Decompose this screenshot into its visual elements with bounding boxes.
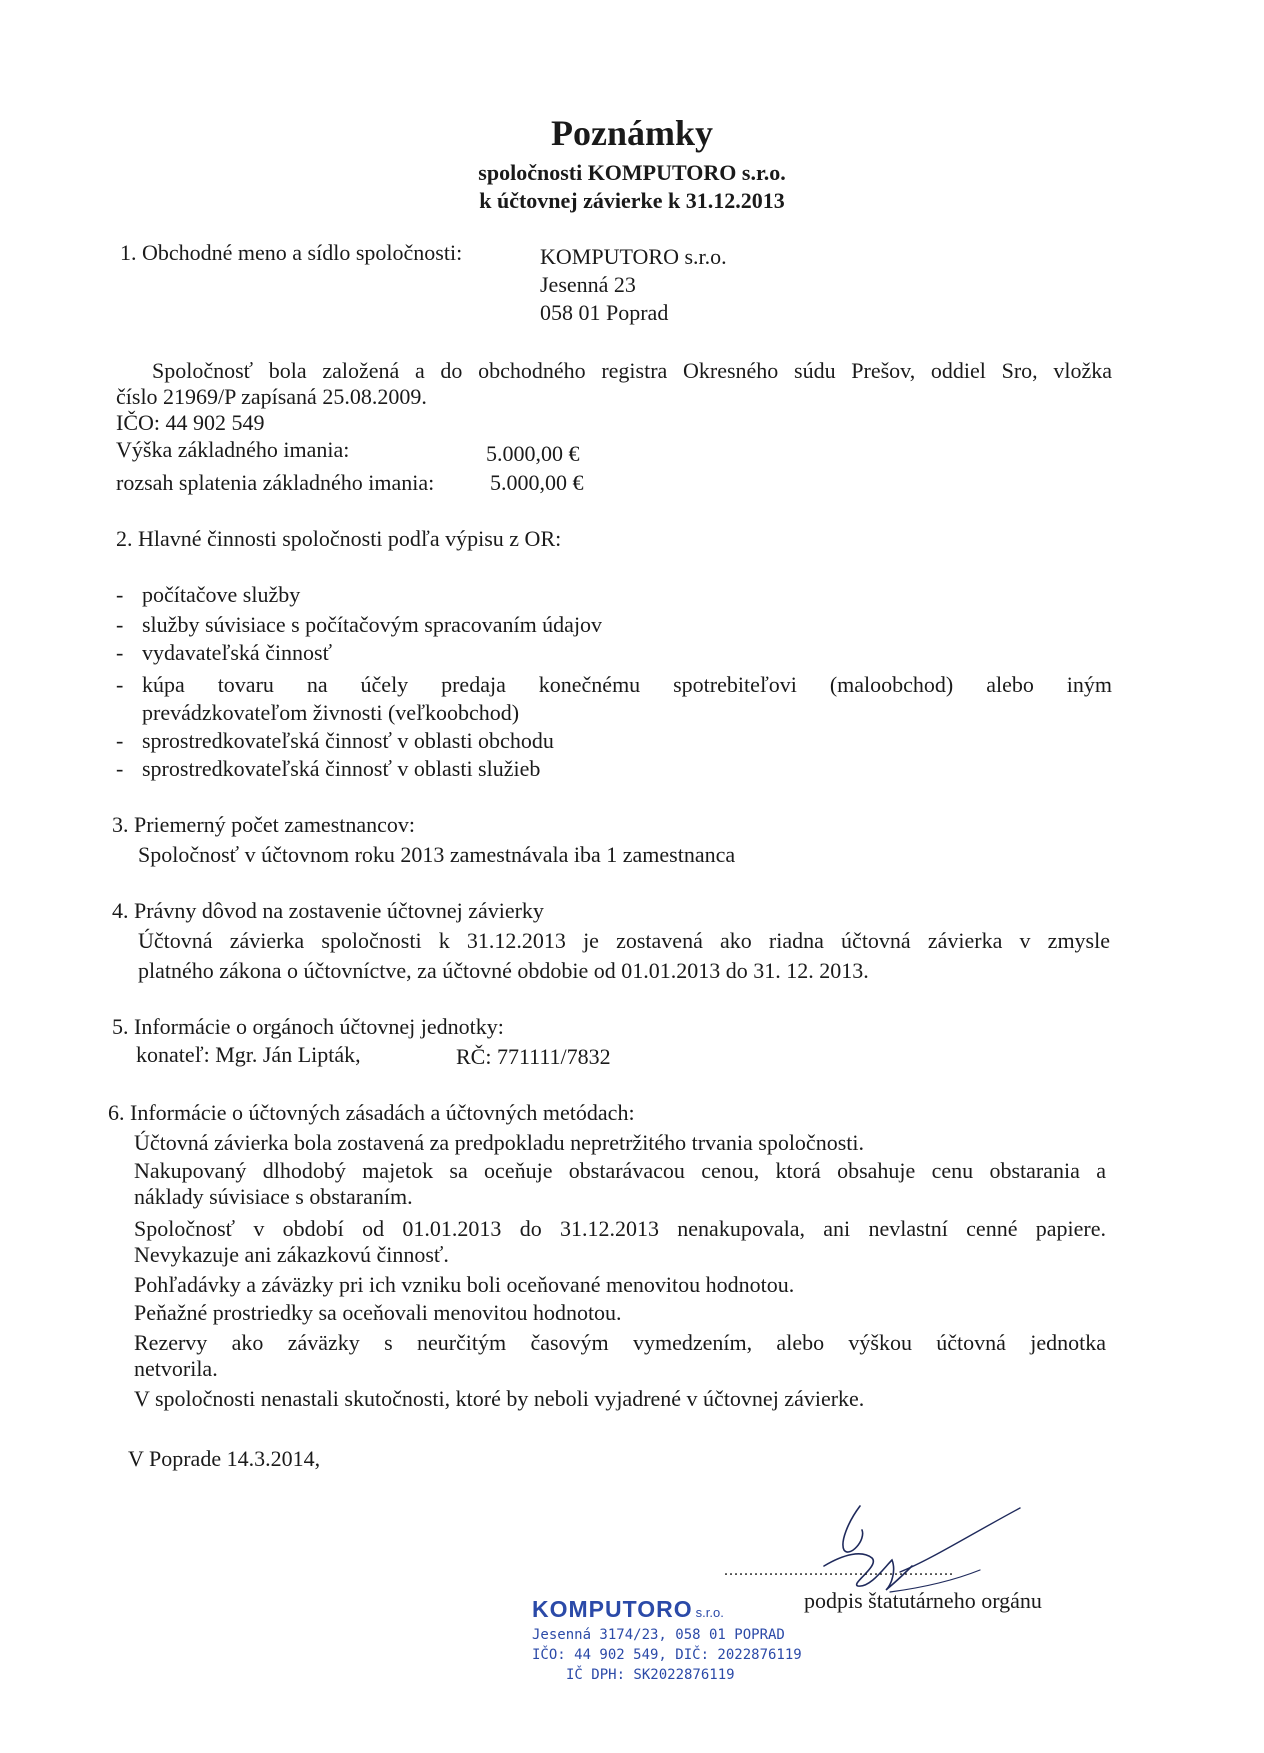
list-bullet: - [116,640,124,665]
place-and-date: V Poprade 14.3.2014, [128,1446,321,1471]
activity-item: vydavateľská činnosť [142,640,333,665]
capital-label: Výška základného imania: [116,437,350,462]
activity-item: kúpa tovaru na účely predaja konečnému spotrebiteľovi (maloobchod) alebo iným [142,672,1112,697]
section-4-heading: 4. Právny dôvod na zostavenie účtovnej závierky [112,898,544,923]
legal-basis-line-1: Účtovná závierka spoločnosti k 31.12.2013 je zostavená ako riadna účtovná závierka v zmysle [138,928,1110,953]
activity-item: sprostredkovateľská činnosť v oblasti služieb [142,756,541,781]
company-street: Jesenná 23 [540,272,636,297]
company-name: KOMPUTORO s.r.o. [540,244,727,269]
stamp-company-suffix: s.r.o. [695,1605,724,1620]
capital-value: 5.000,00 € [486,441,580,466]
registration-line-1: Spoločnosť bola založená a do obchodného registra Okresného súdu Prešov, oddiel Sro, vložka [152,358,1112,383]
policy-line: Spoločnosť v období od 01.01.2013 do 31.12.2013 nenakupovala, ani nevlastní cenné papiere. [134,1216,1106,1241]
section-6-heading: 6. Informácie o účtovných zásadách a účtovných metódach: [108,1100,635,1125]
section-5-heading: 5. Informácie o orgánoch účtovnej jednotky: [112,1014,504,1039]
executive-birth-number: RČ: 771111/7832 [456,1044,611,1069]
document-subtitle-company: spoločnosti KOMPUTORO s.r.o. [478,160,786,185]
policy-line: Nevykazuje ani zákazkovú činnosť. [134,1242,449,1267]
activity-item-continuation: prevádzkovateľom živnosti (veľkoobchod) [142,700,520,725]
stamp-ids: IČO: 44 902 549, DIČ: 2022876119 [532,1647,802,1663]
document-title: Poznámky [551,113,713,153]
activity-item: počítačove služby [142,582,301,607]
list-bullet: - [116,582,124,607]
list-bullet: - [116,756,124,781]
policy-line: Účtovná závierka bola zostavená za predpokladu nepretržitého trvania spoločnosti. [134,1130,864,1155]
handwritten-signature [800,1500,1030,1600]
policy-line: netvorila. [134,1356,218,1381]
list-bullet: - [116,612,124,637]
company-stamp [532,1596,724,1623]
policy-line: Pohľadávky a záväzky pri ich vzniku boli oceňované menovitou hodnotou. [134,1272,795,1297]
section-3-heading: 3. Priemerný počet zamestnancov: [112,812,416,837]
signature-line: .............................................. [724,1562,954,1579]
executive-name: konateľ: Mgr. Ján Lipták, [136,1042,361,1067]
list-bullet: - [116,728,124,753]
stamp-company-name: KOMPUTORO [532,1596,693,1622]
employee-count-text: Spoločnosť v účtovnom roku 2013 zamestnávala iba 1 zamestnanca [138,842,736,867]
section-2-heading: 2. Hlavné činnosti spoločnosti podľa výpisu z OR: [116,526,562,551]
legal-basis-line-2: platného zákona o účtovníctve, za účtovné obdobie od 01.01.2013 do 31. 12. 2013. [138,958,869,983]
policy-line: náklady súvisiace s obstaraním. [134,1184,413,1209]
registration-line-2: číslo 21969/P zapísaná 25.08.2009. [116,384,427,409]
stamp-vat-id: IČ DPH: SK2022876119 [566,1667,735,1683]
paid-capital-label: rozsah splatenia základného imania: [116,470,435,495]
stamp-address: Jesenná 3174/23, 058 01 POPRAD [532,1627,785,1643]
activity-item: sprostredkovateľská činnosť v oblasti obchodu [142,728,554,753]
signature-label: podpis štatutárneho orgánu [804,1588,1042,1613]
section-1-label: 1. Obchodné meno a sídlo spoločnosti: [120,240,463,265]
document-subtitle-date: k účtovnej závierke k 31.12.2013 [479,188,785,213]
list-bullet: - [116,672,124,697]
policy-line: V spoločnosti nenastali skutočnosti, ktoré by neboli vyjadrené v účtovnej závierke. [134,1386,865,1411]
activity-item: služby súvisiace s počítačovým spracovaním údajov [142,612,603,637]
policy-line: Nakupovaný dlhodobý majetok sa oceňuje obstarávacou cenou, ktorá obsahuje cenu obstarania a [134,1158,1106,1183]
company-city: 058 01 Poprad [540,300,669,325]
policy-line: Peňažné prostriedky sa oceňovali menovitou hodnotou. [134,1300,622,1325]
paid-capital-value: 5.000,00 € [490,470,584,495]
ico-number: IČO: 44 902 549 [116,410,265,435]
policy-line: Rezervy ako záväzky s neurčitým časovým vymedzením, alebo výškou účtovná jednotka [134,1330,1106,1355]
